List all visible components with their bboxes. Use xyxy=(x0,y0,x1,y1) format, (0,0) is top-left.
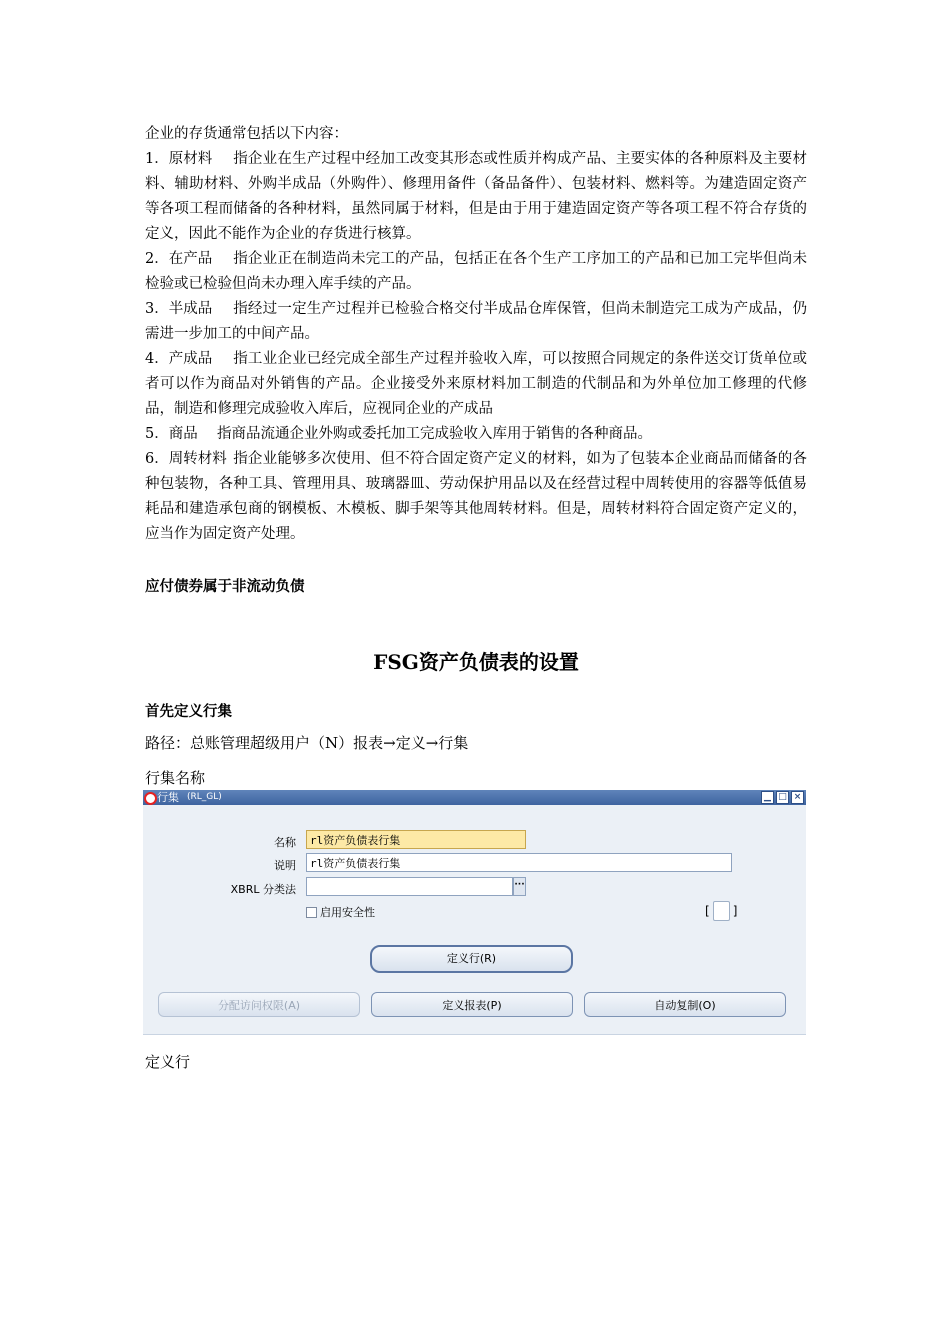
item-term: 1．原材料 xyxy=(145,151,213,167)
bracket-left: [ xyxy=(705,904,710,918)
description-field[interactable]: rl资产负债表行集 xyxy=(306,853,732,872)
item-term: 5．商品 xyxy=(145,426,198,442)
step1-heading: 首先定义行集 xyxy=(145,704,232,720)
list-item xyxy=(145,447,807,547)
name-label: 名称 xyxy=(274,836,296,849)
item-term: 6．周转材料 xyxy=(145,451,227,467)
section-title: FSG资产负债表的设置 xyxy=(373,650,579,674)
path-line: 路径：总账管理超级用户（N）报表→定义→行集 xyxy=(145,734,469,752)
define-report-button[interactable]: 定义报表(P) xyxy=(371,992,573,1017)
name-field[interactable]: rl资产负债表行集 xyxy=(306,830,526,849)
window-subtitle: (RL_GL) xyxy=(187,792,222,802)
item-desc: 指企业在生产过程中经加工改变其形态或性质并构成产品、主要实体的各种原料及主要材料、辅助材料、外购半成品（外购件）、修理用备件（备品备件）、包装材料、燃料等。为建造固定资产等各项工程而储备的各种材料，虽然同属于材料，但是由于用于建造固定资产等各项工程不符合存货的定义，因此不能作为企业的存货进行核算。 xyxy=(145,151,807,242)
item-desc: 指企业能够多次使用、但不符合固定资产定义的材料，如为了包装本企业商品而储备的各种包装物，各种工具、管理用具、玻璃器皿、劳动保护用品以及在经营过程中周转使用的容器等低值易耗品和建造承包商的钢模板、木模板、脚手架等其他周转材料。但是，周转材料符合固定资产定义的，应当作为固定资产处理。 xyxy=(145,451,807,542)
window-title: 行集 xyxy=(157,791,179,804)
assign-access-button[interactable]: 分配访问权限(A) xyxy=(158,992,360,1017)
description-label: 说明 xyxy=(274,859,296,872)
xbrl-field[interactable] xyxy=(306,877,513,896)
list-item xyxy=(145,147,807,247)
xbrl-label: XBRL 分类法 xyxy=(230,883,296,896)
context-box[interactable] xyxy=(713,901,730,921)
item-desc: 指商品流通企业外购或委托加工完成验收入库用于销售的各种商品。 xyxy=(217,426,652,442)
maximize-icon[interactable]: □ xyxy=(776,791,789,804)
list-item xyxy=(145,297,807,347)
list-item xyxy=(145,347,807,422)
rowset-name-caption: 行集名称 xyxy=(145,769,206,787)
context-field xyxy=(705,901,737,921)
item-desc: 指经过一定生产过程并已检验合格交付半成品仓库保管，但尚未制造完工成为产成品，仍需进一步加工的中间产品。 xyxy=(145,301,807,342)
item-term: 2．在产品 xyxy=(145,251,213,267)
define-rows-button[interactable]: 定义行(R) xyxy=(370,945,573,973)
item-desc: 指企业正在制造尚未完工的产品，包括正在各个生产工序加工的产品和已加工完毕但尚未检验或已检验但尚未办理入库手续的产品。 xyxy=(145,251,807,292)
intro-line: 企业的存货通常包括以下内容： xyxy=(145,126,348,142)
lov-button[interactable]: ··· xyxy=(513,877,526,896)
close-icon[interactable]: × xyxy=(791,791,804,804)
item-term: 4．产成品 xyxy=(145,351,213,367)
bond-note: 应付债券属于非流动负债 xyxy=(145,579,305,595)
security-checkbox-row[interactable] xyxy=(306,904,375,920)
item-term: 3．半成品 xyxy=(145,301,213,317)
window-controls xyxy=(761,791,804,804)
auto-copy-button[interactable]: 自动复制(O) xyxy=(584,992,786,1017)
security-label: 启用安全性 xyxy=(320,906,375,919)
oracle-logo-icon xyxy=(144,792,157,805)
rowset-window xyxy=(143,790,806,1035)
bracket-right: ] xyxy=(732,904,738,918)
list-item xyxy=(145,422,807,447)
security-checkbox[interactable] xyxy=(306,907,317,918)
minimize-icon[interactable]: ▁ xyxy=(761,791,774,804)
window-titlebar xyxy=(143,790,806,805)
list-item xyxy=(145,247,807,297)
define-rows-caption: 定义行 xyxy=(145,1053,191,1071)
item-desc: 指工业企业已经完成全部生产过程并验收入库，可以按照合同规定的条件送交订货单位或者可以作为商品对外销售的产品。企业接受外来原材料加工制造的代制品和为外单位加工修理的代修品，制造和修理完成验收入库后，应视同企业的产成品 xyxy=(145,351,807,417)
